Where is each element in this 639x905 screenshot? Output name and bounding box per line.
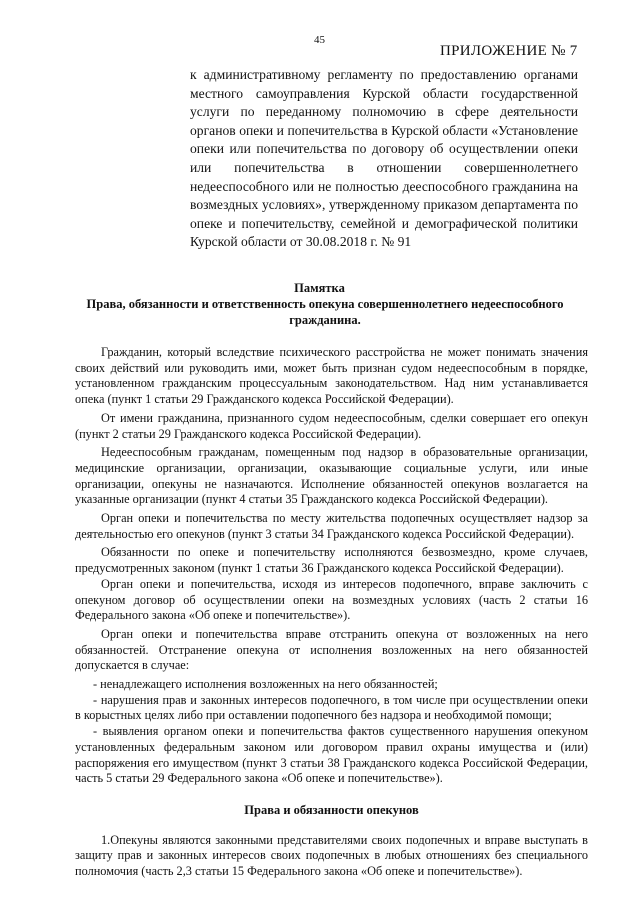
paragraph: Недееспособным гражданам, помещенным под надзор в образовательные организации, медицинские организации, организации, оказывающие социальные услуги, или иные организации, опекуны не назначаются. Исполнение обязанностей опекунов возлагается на указанные организации (пункт 4 статьи 35 Гражданского кодекса Российской Федерации).	[75, 445, 588, 507]
list-item: - ненадлежащего исполнения возложенных на него обязанностей;	[93, 677, 438, 692]
section-paragraph: 1.Опекуны являются законными представителями своих подопечных и вправе выступать в защиту прав и законных интересов своих подопечных в любых отношениях без специального полномочия (часть 2,3 статьи 15 Федерального закона «Об опеке и попечительстве»).	[75, 832, 588, 879]
list-item: - нарушения прав и законных интересов подопечного, в том числе при осуществлении опеки в корыстных целях либо при оставлении подопечного без надзора и необходимой помощи;	[75, 692, 588, 723]
page-number: 45	[314, 34, 325, 46]
paragraph: Орган опеки и попечительства по месту жительства подопечных осуществляет надзор за деятельностью его опекунов (пункт 3 статьи 34 Гражданского кодекса Российской Федерации).	[75, 511, 588, 541]
memo-subtitle: Права, обязанности и ответственность опекуна совершеннолетнего недееспособного гражданина.	[86, 297, 564, 327]
appendix-title: ПРИЛОЖЕНИЕ № 7	[440, 43, 578, 59]
appendix-text: к административному регламенту по предоставлению органами местного самоуправления Курской области государственной услуги по переданному полномочию в сфере деятельности органов опеки и попечительства в Курской области «Установление опеки или попечительства по договору об осуществлении опеки или попечительства в отношении совершеннолетнего недееспособного или не полностью дееспособного гражданина на возмездных условиях», утвержденному приказом департамента по опеке и попечительству, семейной и демографической политики Курской области от 30.08.2018 г. № 91	[190, 67, 578, 250]
memo-body	[75, 345, 588, 883]
paragraph: Орган опеки и попечительства вправе отстранить опекуна от возложенных на него обязанностей. Отстранение опекуна от исполнения возложенных на него обязанностей допускается в случае:	[75, 626, 588, 673]
section-title: Права и обязанности опекунов	[244, 802, 419, 817]
paragraph: От имени гражданина, признанного судом недееспособным, сделки совершает его опекун (пункт 2 статьи 29 Гражданского кодекса Российской Федерации).	[75, 410, 588, 441]
paragraph: Орган опеки и попечительства, исходя из интересов подопечного, вправе заключить с опекуном договор об осуществлении опеки на возмездных условиях (часть 2 статьи 16 Федерального закона «Об опеке и попечительстве»).	[75, 576, 588, 623]
list-item: - выявления органом опеки и попечительства фактов существенного нарушения опекуном установленных федеральным законом или договором правил охраны имущества и (или) распоряжения его имуществом (пункт 3 статьи 38 Гражданского кодекса Российской Федерации, часть 5 статьи 29 Федерального закона «Об опеке и попечительстве»).	[75, 724, 588, 786]
paragraph: Гражданин, который вследствие психического расстройства не может понимать значения своих действий или руководить ими, может быть признан судом недееспособным в порядке, установленном гражданским процессуальным законодательством. Над ним устанавливается опека (пункт 1 статьи 29 Гражданского кодекса Российской Федерации).	[75, 345, 588, 407]
memo-title: Памятка	[294, 281, 345, 295]
paragraph: Обязанности по опеке и попечительству исполняются безвозмездно, кроме случаев, предусмотренных законом (пункт 1 статьи 36 Гражданского кодекса Российской Федерации).	[75, 545, 588, 576]
